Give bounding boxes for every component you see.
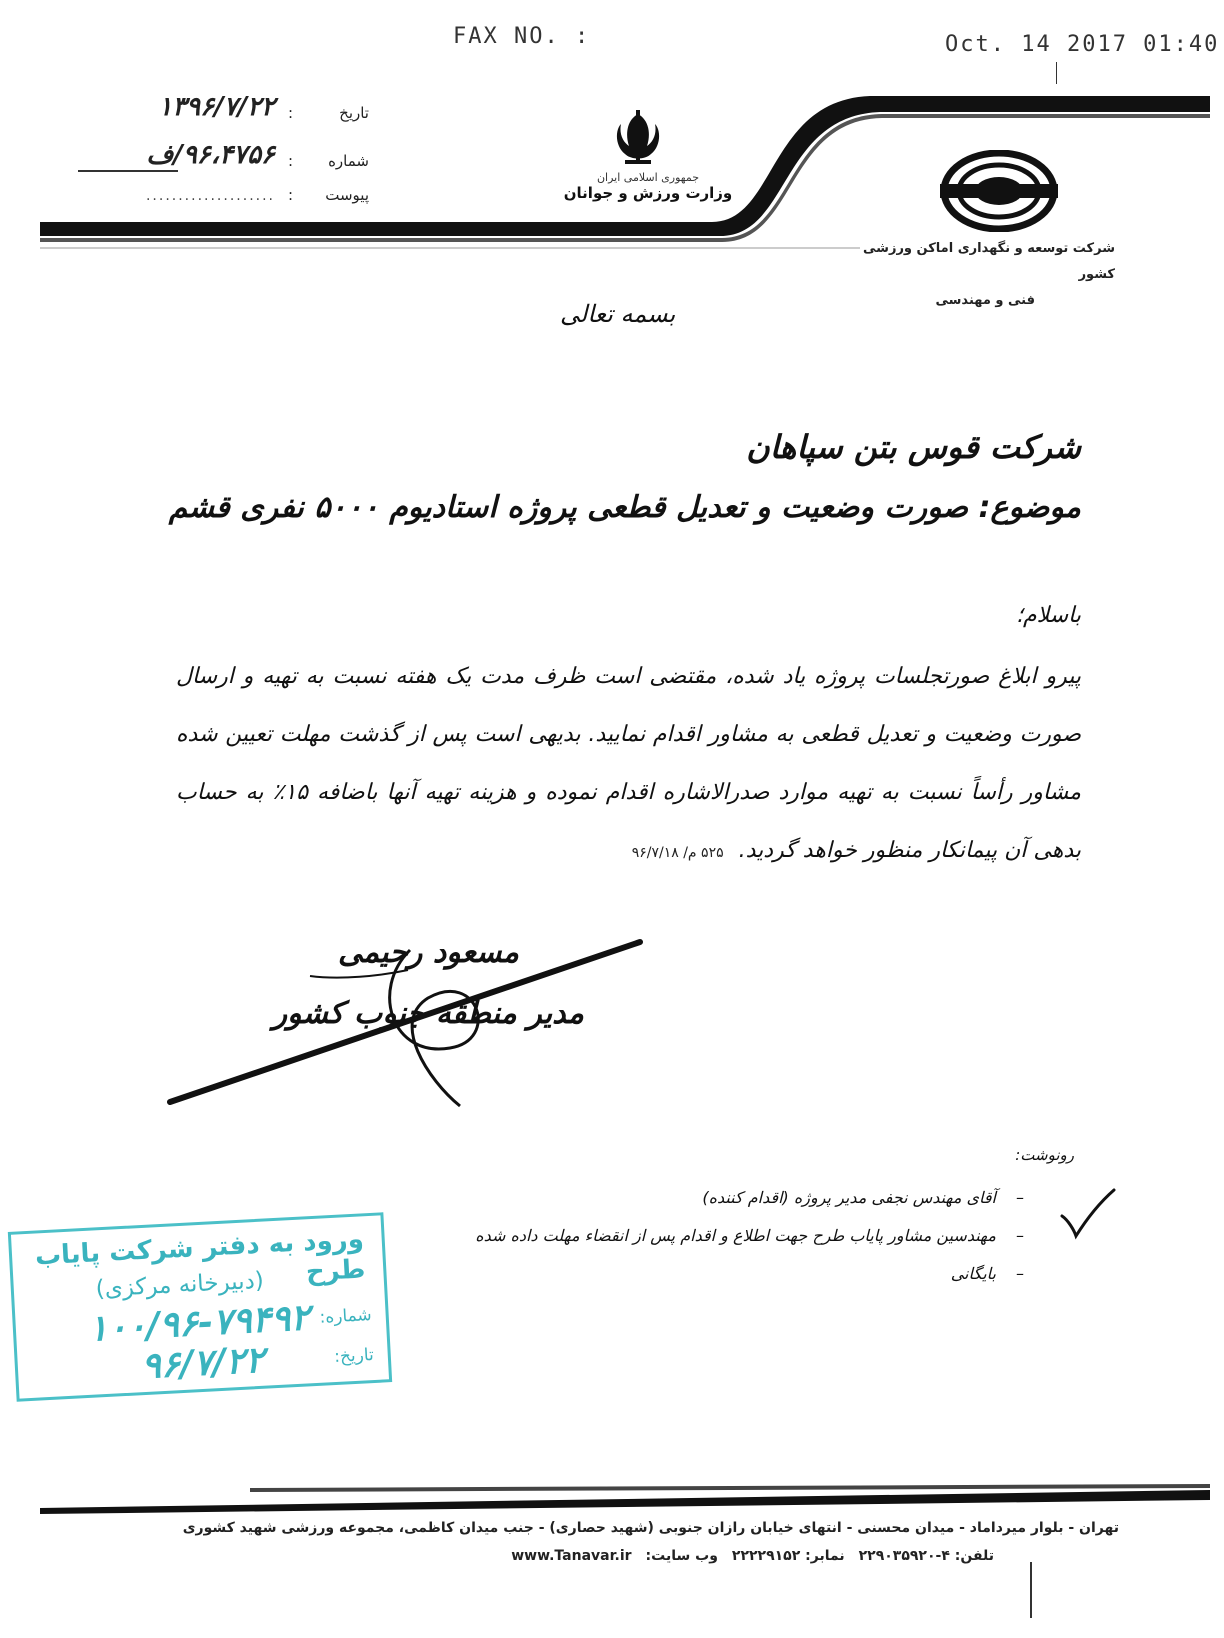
cc-item-text: بایگانی xyxy=(950,1263,996,1283)
date-row: تاریخ : ۱۳۹۶/۷/۲۲ xyxy=(158,92,369,122)
stamp-date-value: ۹۶/۷/۲۲ xyxy=(140,1339,266,1388)
stamp-number-value: ۱۰۰/۹۶-۷۹۴۹۲ xyxy=(87,1297,311,1350)
ministry-name: وزارت ورزش و جوانان xyxy=(563,184,733,202)
recipient-name: شرکت قوس بتن سپاهان xyxy=(746,428,1081,466)
cc-item-text: مهندسین مشاور پایاب طرح جهت اطلاع و اقدام پس از انقضاء مهلت داده شده xyxy=(475,1225,996,1245)
cc-list xyxy=(475,1178,1024,1292)
letter-subject: موضوع: صورت وضعیت و تعدیل قطعی پروژه استادیوم ۵۰۰۰ نفری قشم xyxy=(168,490,1081,525)
cc-item-text: آقای مهندس نجفی مدیر پروژه (اقدام کننده) xyxy=(702,1187,996,1207)
stamp-date-label: تاریخ: xyxy=(333,1344,375,1367)
company-department: فنی و مهندسی xyxy=(935,293,1035,308)
greeting: باسلام؛ xyxy=(1015,603,1081,628)
number-label: شماره xyxy=(328,152,369,170)
reference-note: ۵۲۵ م/ ۹۶/۷/۱۸ xyxy=(631,845,724,861)
handwritten-signature xyxy=(160,930,680,1120)
receipt-stamp xyxy=(8,1212,392,1401)
stamp-number-label: شماره: xyxy=(319,1304,373,1328)
fax-datetime: Oct. 14 2017 01:40 xyxy=(945,32,1220,57)
attachment-row: پیوست : .................... xyxy=(145,186,369,204)
attachment-value: .................... xyxy=(145,188,275,204)
cc-label: رونوشت: xyxy=(1015,1146,1074,1164)
stamp-subtitle: (دبیرخانه مرکزی) xyxy=(95,1267,265,1303)
footer-website-label: وب سایت: xyxy=(645,1548,718,1564)
cc-dash: – xyxy=(1016,1187,1024,1207)
cc-item xyxy=(475,1178,1024,1216)
footer-phone: تلفن: ۴-۲۲۹۰۳۵۹۲۰ xyxy=(858,1548,994,1564)
number-value: ۹۶،۴۷۵۶/ف xyxy=(146,140,275,170)
cc-item xyxy=(475,1216,1024,1254)
letter-body-text: پیرو ابلاغ صورتجلسات پروژه یاد شده، مقتضی است ظرف مدت یک هفته نسبت به تهیه و ارسال صورت وضعیت و تعدیل قطعی به مشاور اقدام نمایید. بدیهی است پس از گذشت مهلت تعیین شده مشاور رأساً نسبت به تهیه موارد صدرالاشاره اقدام نموده و هزینه تهیه آنها باضافه ۱۵٪ به حساب بدهی آن پیمانکار منظور خواهد گردید. xyxy=(176,664,1081,863)
date-value: ۱۳۹۶/۷/۲۲ xyxy=(158,92,275,122)
margin-mark xyxy=(1030,1562,1032,1618)
cc-item xyxy=(475,1254,1024,1292)
letter-body xyxy=(176,648,1081,882)
bismillah-heading: بسمه تعالی xyxy=(560,300,676,328)
date-label: تاریخ xyxy=(339,104,369,122)
footer-website: www.Tanavar.ir xyxy=(511,1548,632,1564)
attachment-label: پیوست xyxy=(325,186,369,204)
company-name: شرکت توسعه و نگهداری اماکن ورزشی کشور xyxy=(863,241,1115,282)
footer-contact xyxy=(511,1548,994,1564)
signer-title: مدیر منطقه جنوب کشور xyxy=(272,996,584,1031)
stamp-title: ورود به دفتر شرکت پایاب طرح xyxy=(34,1224,367,1288)
company-logo-icon xyxy=(940,150,1058,232)
footer-fax: نمابر: ۲۲۲۲۹۱۵۲ xyxy=(731,1548,845,1564)
footer-address: تهران - بلوار میرداماد - میدان محسنی - انتهای خیابان رازان جنوبی (شهید حصاری) - جنب میدان کاظمی، مجموعه ورزشی شهید کشوری xyxy=(182,1520,1119,1536)
checkmark-icon xyxy=(1058,1186,1118,1242)
cc-dash: – xyxy=(1016,1225,1024,1245)
country-name: جمهوری اسلامی ایران xyxy=(596,171,700,184)
signer-name: مسعود رحیمی xyxy=(337,935,519,970)
footer-band xyxy=(0,1480,1224,1520)
company-name-block xyxy=(835,236,1115,314)
cc-dash: – xyxy=(1016,1263,1024,1283)
fax-number-label: FAX NO. : xyxy=(453,24,591,49)
number-row: شماره : ۹۶،۴۷۵۶/ف xyxy=(146,140,369,170)
